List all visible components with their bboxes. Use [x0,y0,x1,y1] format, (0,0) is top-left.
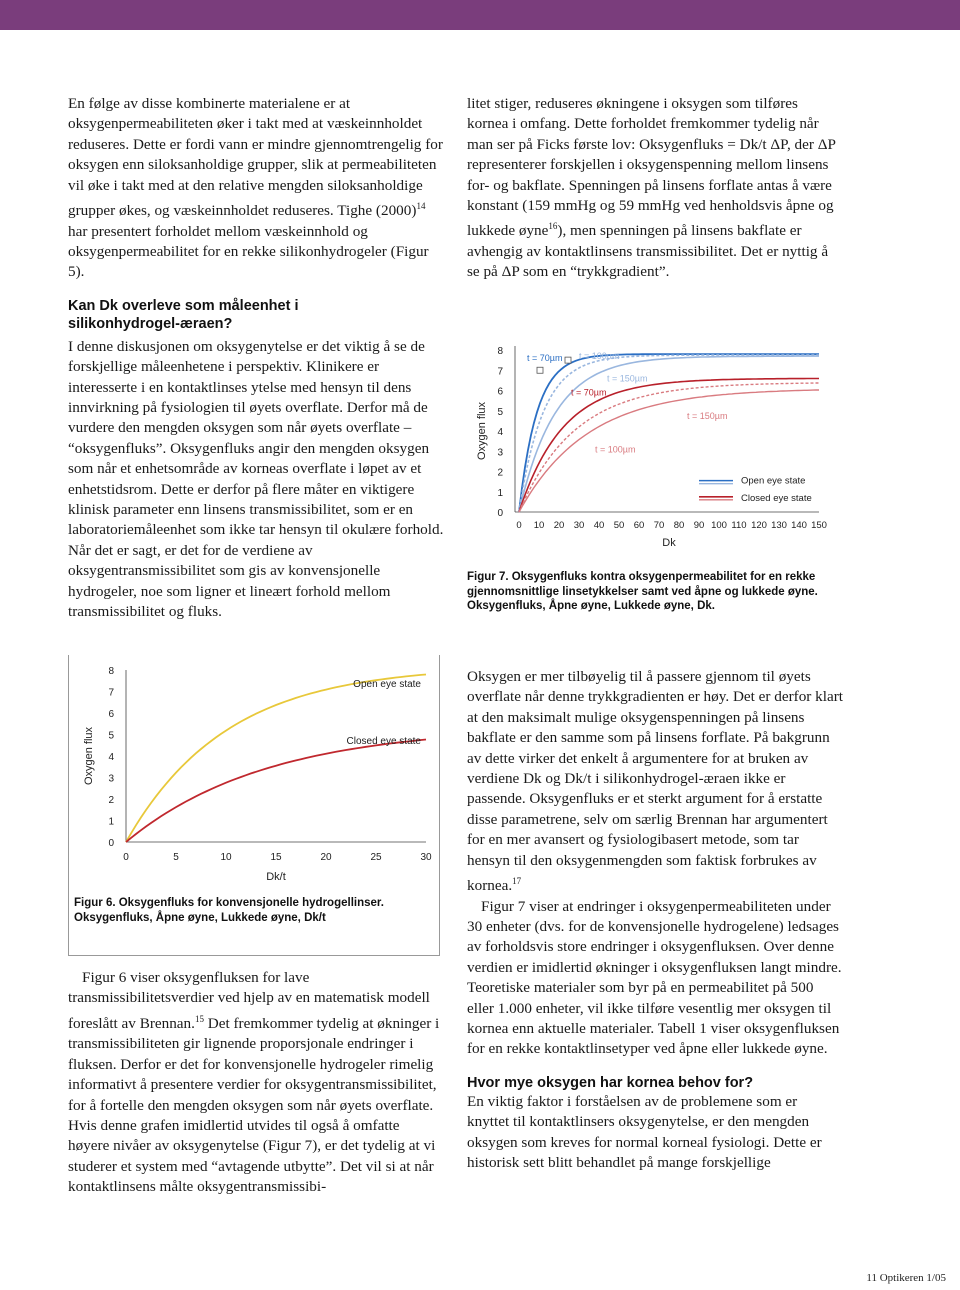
top-color-bar [0,0,960,30]
paragraph: Figur 6 viser oksygenfluksen for lave transmissibilitetsverdier ved hjelp av en matematisk modell foreslått av Brennan.$^{15}$ Det fremkommer tydelig at økninger i transmissibiliteten gir lignende proporsjonale endringer i fluksen. Derfor er det for konvensjonelle hydrogeler rimelig informativt å presentere verdier for oksygentransmissibilitet, for å fortelle den mengden oksygen som når øyets overflate. Hvis denne grafen imidlertid utvides til også å omfatte høyere nivåer av oksygenytelse (Figur 7), er det tydelig at vi studerer et system med “avtagende utbytte”. Det vil si at når kontaktlinsens målte oksygentransmissibi- [68,969,440,1196]
open-eye-curve [126,675,426,843]
y-tick-label: 6 [108,709,114,720]
paragraph: I denne diskusjonen om oksygenytelse er det viktig å se de forskjellige måleenhetene i perspektiv. Klinikere er interesserte i en kontaktlinses ytelse med hensyn til dens innvirkning på fysiologien til øyets overflate. Derfor må de vurdere den mengden oksygen som når øyets overflate – “oksygenfluks”. Oksygenfluks angir den mengden oksygen som når et enhetsområde av korneas overflate i løpet av et enhetstidsrom. Dette er derfor på flere måter en viktigere klinisk parameter enn linsens transmissibilitet, som er en laboratoriemåleenhet som ikke tar hensyn til okulære forhold. Når det er sagt, er det for de verdiene av oksygentransmissibilitet som gis av konvensjonelle hydrogeler, noe som ligner et lineært forhold mellom transmissibilitet og fluks. [68,337,444,620]
x-tick-label: 10 [533,520,545,531]
data-marker [565,357,571,363]
y-tick-label: 7 [497,366,503,378]
paragraph: En følge av disse kombinerte materialene er at oksygenpermeabiliteten øker i takt med at væskeinnholdet reduseres. Dette er fordi vann er mindre gjennomtrengelig for oksygen enn siloksanholdige grupper, slik at permeabiliteten vil øke i takt med at den relative mengden siloksanholdige grupper økes, og væskeinnholdet reduseres. Tighe $(2000)^{14}$ har presentert forholdet mellom væskeinnhold og oksygenpermeabilitet for en rekke silikonhydrogeler (Figur 5). [68,95,443,281]
y-tick-label: 3 [108,773,114,785]
y-axis-label: Oxygen flux [83,726,95,786]
x-tick-label: 0 [123,852,129,863]
y-tick-label: 8 [497,346,503,357]
x-tick-label: 25 [370,852,382,863]
x-tick-label: 30 [573,520,585,531]
x-tick-label: 120 [751,520,767,531]
x-tick-label: 90 [693,520,705,531]
legend-label-closed: Closed eye state [741,492,812,504]
curve-label-closed: Closed eye state [346,736,421,748]
y-tick-label: 7 [108,687,114,699]
x-tick-label: 5 [173,852,179,863]
data-marker [537,367,543,373]
paragraph: Figur 7 viser at endringer i oksygenpermeabiliteten under 30 enheter (dvs. for de konvensjonelle hydrogelene) ledsages av forholdsvis store endringer i oksygenfluksen. Over denne verdien er imidlertid økninger i oksygenfluksen langt mindre. Teoretiske materialer som byr på en permeabilitet på 500 eller 1.000 enheter, vil ikke tilføre vesentlig mer oksygen til kornea enn aktuelle materialer. Tabell 1 viser oksygenfluksen for en rekke kontaktlinsetyper ved åpne eller lukkede øyne. [467,897,842,1058]
y-tick-label: 2 [497,467,503,479]
y-tick-label: 0 [108,838,114,849]
y-tick-label: 6 [497,386,503,398]
x-tick-label: 30 [420,852,432,863]
caption-line: Figur 6. Oksygenfluks for konvensjonelle hydrogellinser. [74,897,384,909]
x-tick-label: 110 [731,520,747,531]
x-tick-label: 100 [711,520,727,531]
figure-6-chart [70,658,436,890]
y-axis-label: Oxygen flux [476,401,488,461]
x-tick-label: 20 [320,852,332,863]
y-tick-label: 1 [108,816,114,828]
y-tick-label: 1 [497,487,503,499]
y-tick-label: 5 [497,406,503,418]
left-column-top [68,94,444,622]
x-tick-label: 60 [633,520,645,531]
x-tick-label: 70 [653,520,665,531]
left-column-bottom [68,968,444,1198]
x-tick-label: 40 [593,520,605,531]
x-tick-label: 20 [553,520,565,531]
figure-7-chart [467,330,847,560]
curve-label: t = 100µm [595,444,636,455]
curve-label-open: Open eye state [353,679,421,691]
x-tick-label: 15 [270,852,282,863]
y-tick-label: 8 [108,666,114,677]
x-tick-label: 130 [771,520,787,531]
y-tick-label: 3 [497,447,503,459]
caption-line: Oksygenfluks, Åpne øyne, Lukkede øyne, Dk/t [74,911,326,924]
open-eye-70-curve [519,354,819,512]
paragraph: En viktig faktor i forståelsen av de problemene som er knyttet til kontaktlinsers oksygenytelse, er den mengden oksygen som kreves for normal korneal fysiologi. Dette er historisk sett blitt behandlet på mange forskjellige [467,1092,822,1171]
x-tick-label: 50 [613,520,625,531]
x-tick-label: 150 [811,520,827,531]
closed-eye-curve [126,740,426,843]
y-tick-label: 4 [108,752,114,763]
y-tick-label: 0 [497,508,503,519]
x-axis-label: Dk [662,537,676,549]
curve-label: t = 100µm [579,351,620,362]
x-axis-label: Dk/t [266,871,286,883]
section-heading: Kan Dk overleve som måleenhet i silikonhydrogel-æraen? [68,297,299,332]
right-column-top [467,94,843,283]
curve-label: t = 150µm [687,410,728,421]
section-heading: Hvor mye oksygen har kornea behov for? [467,1074,754,1091]
x-tick-label: 140 [791,520,807,531]
x-tick-label: 80 [673,520,685,531]
y-tick-label: 4 [497,427,503,438]
y-tick-label: 5 [108,730,114,742]
legend-label-open: Open eye state [741,475,806,487]
paragraph: Oksygen er mer tilbøyelig til å passere gjennom til øyets overflate når denne trykkgradienten er høy. Det er derfor klart at den maksimalt mulige oksygenspenningen på linsens bakflate er den samme som på linsens forflate. På bakgrunn av dette virker det enkelt å argumentere for at bruken av verdiene Dk og Dk/t i silikonhydrogel-æraen ikke er passende. Oksygenfluks er et sterkt argument for å erstatte disse parametrene, selv om særlig Brennan har argumentert for en mer avansert og fysiologibasert metode, som tar hensyn til den oksygenmengden som faktisk forbrukes av kornea.$^{17}$ [467,668,843,895]
figure-7-caption: Figur 7. Oksygenfluks kontra oksygenpermeabilitet for en rekke gjennomsnittlige linsetykkelser samt ved åpne og lukkede øyne. Oksygenfluks, Åpne øyne, Lukkede øyne, Dk. [467,571,818,612]
x-tick-label: 10 [220,852,232,863]
curve-label: t = 150µm [607,373,648,384]
right-column-bottom [467,667,843,1173]
y-tick-label: 2 [108,795,114,806]
figure-6-caption [74,896,434,925]
curve-label: t = 70µm [571,387,607,398]
x-tick-label: 0 [516,520,522,531]
paragraph: litet stiger, reduseres økningene i oksygen som tilføres kornea i omfang. Dette forholdet fremkommer tydelig når man ser på Ficks første lov: Oksygenfluks = Dk/t ΔP, der ΔP representerer forskjellen i oksygenspenning mellom linsens for- og bakflate. Spenningen på linsens forflate antas å være konstant (159 mmHg og 59 mmHg ved henholdsvis åpne og lukkede øyne$^{16}$), men spenningen på linsens bakflate er avhengig av kontaktlinsens transmissibilitet. Det er nyttig å se på ΔP som en “trykkgradient”. [467,95,836,281]
curve-label: t = 70µm [527,353,563,364]
page-footer: 11 Optikeren 1/05 [866,1272,946,1284]
